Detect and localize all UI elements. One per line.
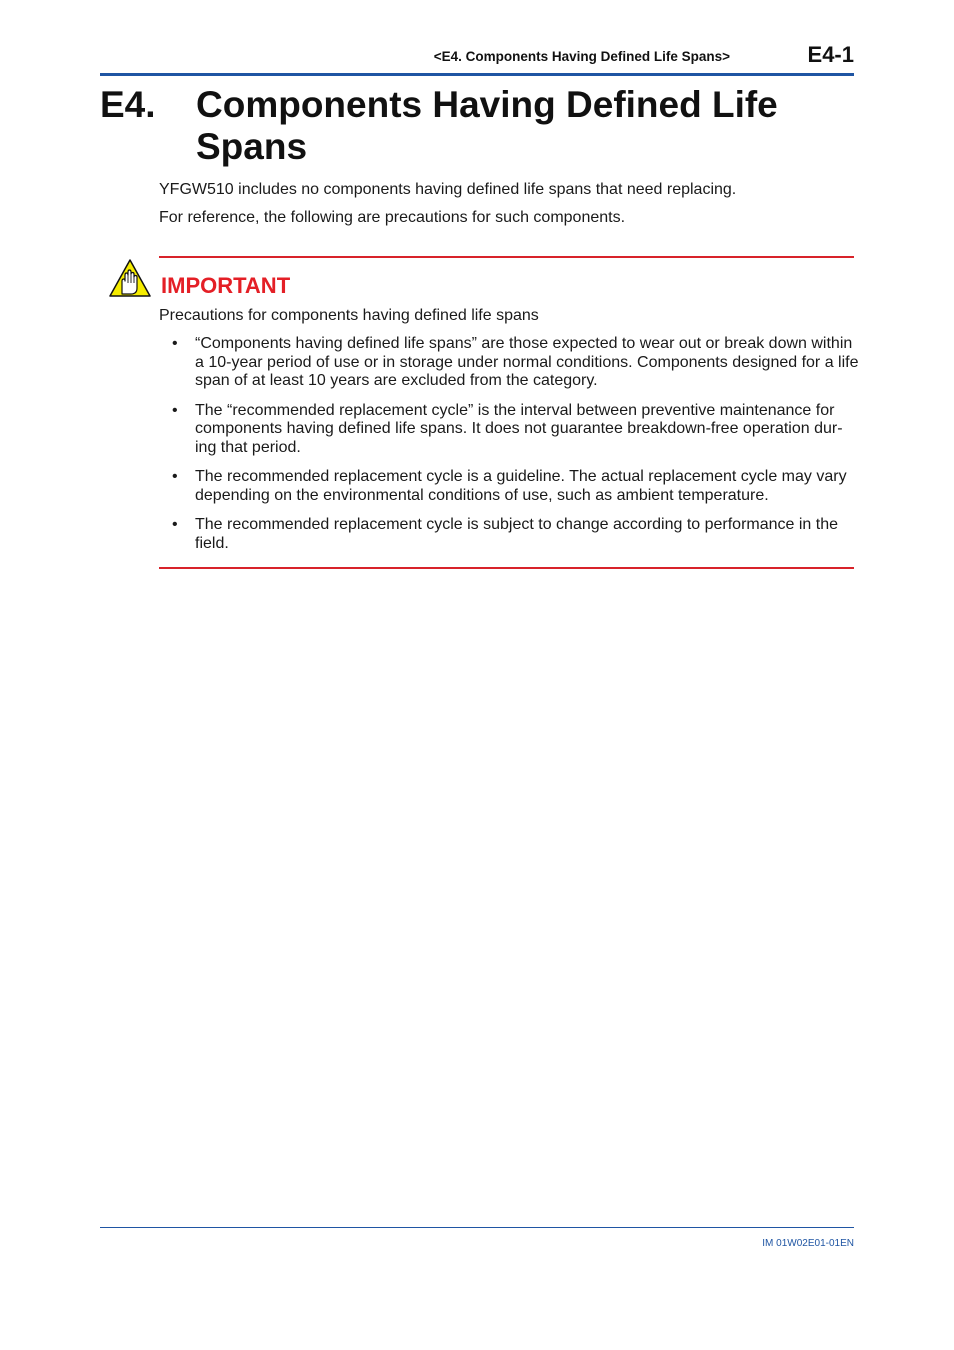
bullet-text: The recommended replacement cycle is subject to change according to performance in the field.	[195, 516, 839, 552]
list-item	[170, 468, 860, 505]
list-item	[170, 402, 860, 458]
bullet-marker: •	[172, 516, 178, 533]
bullet-text: The recommended replacement cycle is a guideline. The actual replacement cycle may vary depending on the environmental conditions of use, such as ambient temperature.	[195, 468, 847, 504]
important-top-rule	[159, 256, 854, 258]
important-label: IMPORTANT	[161, 273, 291, 298]
footer-divider	[100, 1227, 854, 1228]
bullet-text: The “recommended replacement cycle” is the interval between preventive maintenance for components having defined life spans. It does not guarantee breakdown-free operation dur-ing that period.	[195, 401, 843, 456]
bullet-marker: •	[172, 401, 178, 419]
page-number: E4-1	[807, 42, 854, 67]
important-lead-text: Precautions for components having defined life spans	[159, 307, 539, 324]
chapter-number: E4.	[100, 84, 156, 125]
header-divider	[100, 73, 854, 76]
running-header-title: <E4. Components Having Defined Life Spans>	[433, 49, 730, 64]
chapter-title: Components Having Defined Life Spans	[196, 84, 778, 167]
important-bottom-rule	[159, 567, 854, 569]
bullet-marker: •	[172, 335, 178, 352]
important-bullet-list	[170, 335, 860, 564]
intro-paragraph-1: YFGW510 includes no components having defined life spans that need replacing.	[159, 181, 737, 198]
list-item	[170, 335, 860, 391]
document-id: IM 01W02E01-01EN	[762, 1238, 854, 1249]
bullet-marker: •	[172, 468, 178, 485]
hand-caution-icon	[109, 259, 151, 297]
list-item	[170, 516, 860, 553]
bullet-text: “Components having defined life spans” are those expected to wear out or break down within a 10-year period of use or in storage under normal conditions. Components designed for a life span of at least 10 years are excluded from the category.	[195, 335, 859, 389]
intro-paragraph-2: For reference, the following are precautions for such components.	[159, 209, 626, 226]
